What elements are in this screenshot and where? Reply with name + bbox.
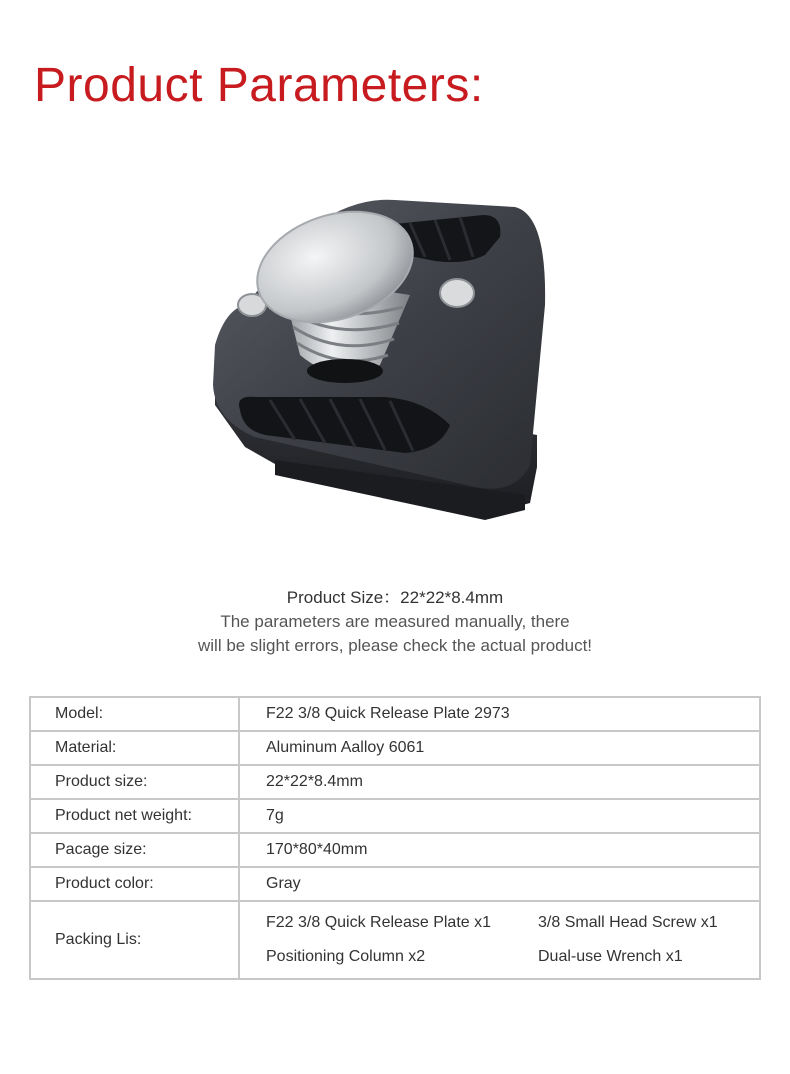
spec-label: Pacage size:	[30, 833, 239, 867]
measurement-note-line-1: The parameters are measured manually, there	[220, 612, 570, 631]
spec-value: 22*22*8.4mm	[239, 765, 760, 799]
spec-value: Aluminum Aalloy 6061	[239, 731, 760, 765]
packing-list-grid	[266, 904, 759, 976]
packing-item: Positioning Column x2	[266, 948, 426, 965]
packing-list-label: Packing Lis:	[30, 901, 239, 979]
table-row	[30, 833, 760, 867]
table-row	[30, 799, 760, 833]
table-row	[30, 731, 760, 765]
spec-value: F22 3/8 Quick Release Plate 2973	[239, 697, 760, 731]
packing-list-cell	[239, 901, 760, 979]
product-size-caption: Product Size：22*22*8.4mm	[286, 588, 504, 607]
packing-list-row	[30, 901, 760, 979]
quick-release-plate-image	[185, 185, 585, 525]
measurement-note-line-2: will be slight errors, please check the actual product!	[197, 636, 593, 655]
spec-label: Product color:	[30, 867, 239, 901]
packing-item: 3/8 Small Head Screw x1	[538, 914, 718, 931]
packing-item: Dual-use Wrench x1	[538, 948, 683, 965]
spec-label: Product size:	[30, 765, 239, 799]
table-row	[30, 697, 760, 731]
spec-label: Material:	[30, 731, 239, 765]
parameters-table	[29, 696, 761, 980]
page-title: Product Parameters:	[34, 59, 484, 112]
spec-value: 170*80*40mm	[239, 833, 760, 867]
table-row	[30, 765, 760, 799]
spec-value: Gray	[239, 867, 760, 901]
packing-item: F22 3/8 Quick Release Plate x1	[266, 914, 492, 931]
spec-label: Product net weight:	[30, 799, 239, 833]
spec-value: 7g	[239, 799, 760, 833]
table-row	[30, 867, 760, 901]
spec-label: Model:	[30, 697, 239, 731]
